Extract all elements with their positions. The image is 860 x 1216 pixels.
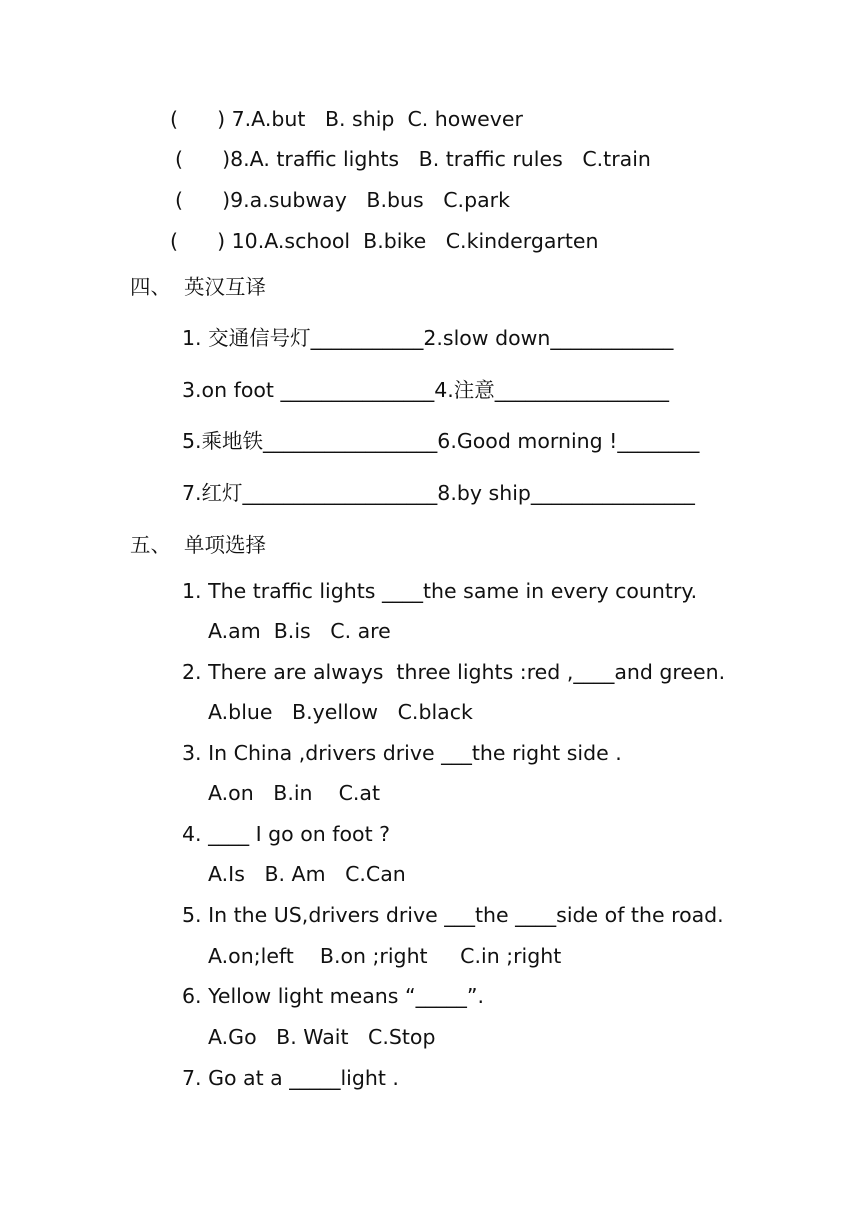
question-3-options: A.on B.in C.at [208, 781, 381, 805]
translation-row-2: 3.on foot _______________4.注意_________________ [182, 378, 670, 402]
question-2-options: A.blue B.yellow C.black [208, 700, 473, 724]
question-3: 3. In China ,drivers drive ___the right side . [182, 741, 622, 765]
question-6-options: A.Go B. Wait C.Stop [208, 1025, 436, 1049]
choice-item-8: ( )8.A. traffic lights B. traffic rules C.train [175, 147, 651, 171]
choice-item-7: ( ) 7.A.but B. ship C. however [170, 107, 523, 131]
section-4-heading: 四、 英汉互译 [130, 275, 267, 299]
choice-item-10: ( ) 10.A.school B.bike C.kindergarten [170, 229, 599, 253]
translation-row-1: 1. 交通信号灯___________2.slow down____________ [182, 326, 674, 350]
question-5-options: A.on;left B.on ;right C.in ;right [208, 944, 562, 968]
translation-row-4: 7.红灯___________________8.by ship________________ [182, 481, 695, 505]
question-7: 7. Go at a _____light . [182, 1066, 399, 1090]
translation-row-3: 5.乘地铁_________________6.Good morning !________ [182, 429, 700, 453]
question-4-options: A.Is B. Am C.Can [208, 862, 406, 886]
question-1-options: A.am B.is C. are [208, 619, 391, 643]
question-4: 4. ____ I go on foot ? [182, 822, 391, 846]
question-6: 6. Yellow light means “_____”. [182, 984, 484, 1008]
question-2: 2. There are always three lights :red ,____and green. [182, 660, 726, 684]
question-1: 1. The traffic lights ____the same in every country. [182, 579, 698, 603]
question-5: 5. In the US,drivers drive ___the ____side of the road. [182, 903, 724, 927]
section-5-heading: 五、 单项选择 [130, 533, 267, 557]
choice-item-9: ( )9.a.subway B.bus C.park [175, 188, 510, 212]
